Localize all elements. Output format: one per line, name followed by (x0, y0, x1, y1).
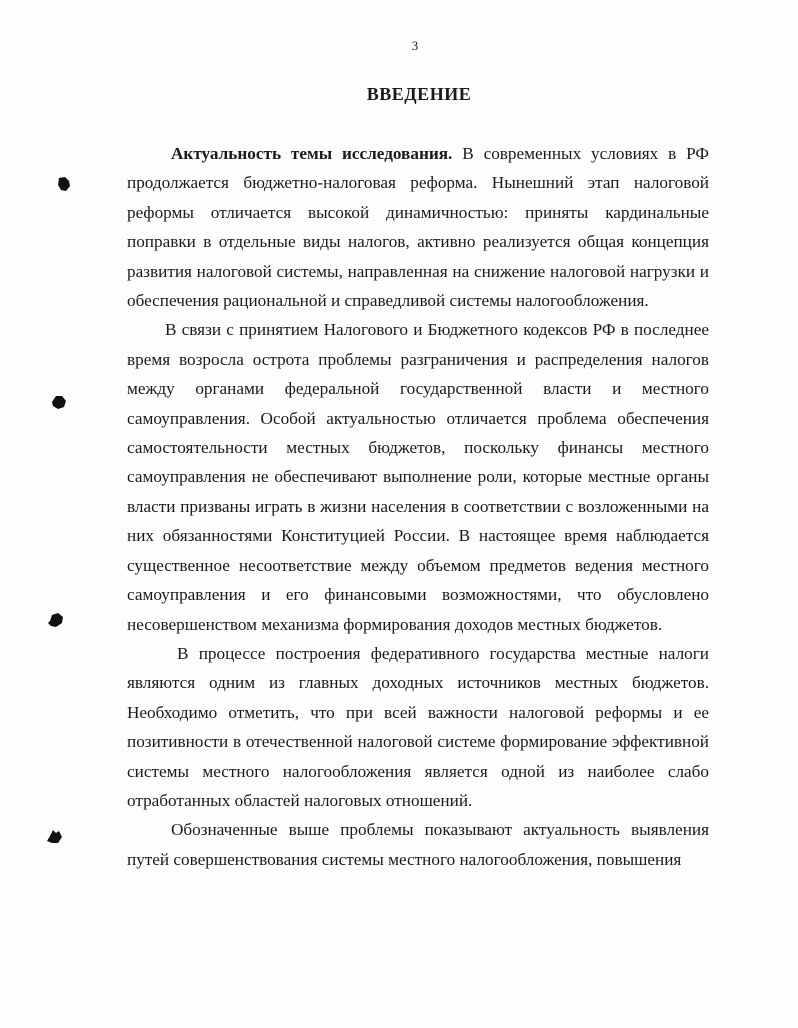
hole-punch-mark-icon (46, 827, 64, 845)
document-body (127, 139, 709, 874)
page-number: 3 (411, 38, 419, 53)
hole-punch-mark-icon (50, 393, 68, 411)
hole-punch-mark-icon (55, 175, 73, 193)
paragraph (127, 139, 709, 315)
hole-punch-mark-icon (47, 611, 65, 629)
paragraph: Обозначенные выше проблемы показывают актуальность выявления путей совершенствования системы местного налогообложения, повышения (127, 820, 709, 869)
paragraph-lead: Актуальность темы исследования. (171, 144, 453, 163)
section-title: ВВЕДЕНИЕ (366, 84, 472, 104)
paragraph: В процессе построения федеративного государства местные налоги являются одним из главных доходных источников местных бюджетов. Необходимо отметить, что при всей важности налоговой реформы и ее позитивности в отечественной налоговой системе формирование эффективной системы местного налогообложения является одной из наиболее слабо отработанных областей налоговых отношений. (127, 643, 709, 810)
paragraph: В связи с принятием Налогового и Бюджетного кодексов РФ в последнее время возросла острота проблемы разграничения и распределения налогов между органами федеральной государственной власти и местного самоуправления. Особой актуальностью отличается проблема обеспечения самостоятельности местных бюджетов, поскольку финансы местного самоуправления не обеспечивают выполнение роли, которые местные органы власти призваны играть в жизни населения в соответствии с возложенными на них обязанностями Конституцией России. В настоящее время наблюдается существенное несоответствие между объемом предметов ведения местного самоуправления и его финансовыми возможностями, что обусловлено несовершенством механизма формирования доходов местных бюджетов. (127, 320, 709, 634)
paragraph-text: В современных условиях в РФ продолжается бюджетно-налоговая реформа. Нынешний этап налоговой реформы отличается высокой динамичностью: приняты кардинальные поправки в отдельные виды налогов, активно реализуется общая концепция развития налоговой системы, направленная на снижение налоговой нагрузки и обеспечения рациональной и справедливой системы налогообложения. (127, 144, 709, 311)
